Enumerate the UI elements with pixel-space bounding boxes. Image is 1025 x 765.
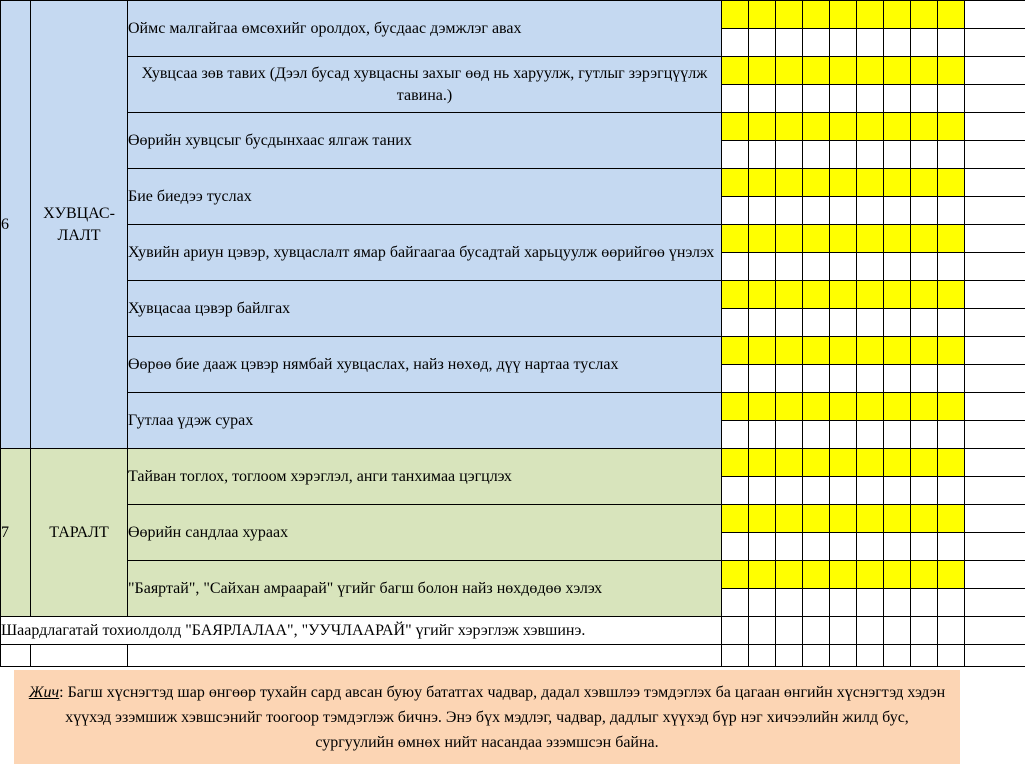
count-cell[interactable] bbox=[803, 421, 830, 449]
count-cell[interactable] bbox=[749, 85, 776, 113]
skill-item: Оймс малгайгаа өмсөхийг оролдох, бусдаас дэмжлэг авах bbox=[128, 1, 722, 57]
count-cell[interactable] bbox=[722, 421, 749, 449]
table-row bbox=[1, 449, 1025, 477]
table-row bbox=[1, 505, 1025, 533]
count-cell[interactable] bbox=[938, 29, 965, 57]
month-mark-cell[interactable] bbox=[830, 561, 857, 589]
skill-item: Хувцасаа цэвэр байлгах bbox=[128, 281, 722, 337]
month-mark-cell[interactable] bbox=[938, 281, 965, 309]
month-mark-cell[interactable] bbox=[776, 281, 803, 309]
table-row bbox=[1, 225, 1025, 253]
month-mark-cell[interactable] bbox=[938, 449, 965, 477]
count-cell[interactable] bbox=[965, 365, 1025, 393]
empty-cell[interactable] bbox=[803, 617, 830, 645]
count-cell[interactable] bbox=[938, 365, 965, 393]
month-mark-cell[interactable] bbox=[938, 1, 965, 29]
month-mark-cell[interactable] bbox=[803, 57, 830, 85]
count-cell[interactable] bbox=[911, 85, 938, 113]
month-mark-cell[interactable] bbox=[938, 113, 965, 141]
count-cell[interactable] bbox=[749, 309, 776, 337]
month-mark-cell[interactable] bbox=[830, 393, 857, 421]
month-mark-cell[interactable] bbox=[803, 449, 830, 477]
month-mark-cell[interactable] bbox=[749, 169, 776, 197]
month-mark-cell[interactable] bbox=[884, 57, 911, 85]
month-mark-cell[interactable] bbox=[911, 561, 938, 589]
count-cell[interactable] bbox=[884, 85, 911, 113]
count-cell[interactable] bbox=[830, 477, 857, 505]
month-mark-cell[interactable] bbox=[830, 281, 857, 309]
month-mark-cell[interactable] bbox=[911, 281, 938, 309]
count-cell[interactable] bbox=[911, 141, 938, 169]
month-mark-cell[interactable] bbox=[803, 113, 830, 141]
month-mark-cell[interactable] bbox=[911, 337, 938, 365]
section-name: ХУВЦАС-ЛАЛТ bbox=[31, 1, 128, 449]
count-cell[interactable] bbox=[749, 253, 776, 281]
table-row bbox=[1, 561, 1025, 589]
month-mark-cell[interactable] bbox=[749, 57, 776, 85]
skill-item: Бие биедээ туслах bbox=[128, 169, 722, 225]
month-mark-cell[interactable] bbox=[830, 169, 857, 197]
count-cell[interactable] bbox=[803, 29, 830, 57]
note-box bbox=[14, 670, 960, 764]
month-mark-cell[interactable] bbox=[911, 57, 938, 85]
month-mark-cell[interactable] bbox=[911, 449, 938, 477]
month-mark-cell[interactable] bbox=[884, 1, 911, 29]
month-mark-cell[interactable] bbox=[803, 281, 830, 309]
month-mark-cell[interactable] bbox=[884, 337, 911, 365]
count-cell[interactable] bbox=[911, 365, 938, 393]
count-cell[interactable] bbox=[749, 197, 776, 225]
count-cell[interactable] bbox=[857, 421, 884, 449]
month-mark-cell[interactable] bbox=[884, 393, 911, 421]
count-cell[interactable] bbox=[776, 533, 803, 561]
count-cell[interactable] bbox=[938, 85, 965, 113]
skill-item: "Баяртай", "Сайхан амраарай" үгийг багш болон найз нөхдөдөө хэлэх bbox=[128, 561, 722, 617]
month-mark-cell[interactable] bbox=[830, 505, 857, 533]
month-mark-cell[interactable] bbox=[722, 113, 749, 141]
count-cell[interactable] bbox=[965, 253, 1025, 281]
empty-cell[interactable] bbox=[722, 617, 749, 645]
month-mark-cell[interactable] bbox=[776, 337, 803, 365]
total-cell[interactable] bbox=[965, 225, 1025, 253]
month-mark-cell[interactable] bbox=[857, 1, 884, 29]
note-text: : Багш хүснэгтэд шар өнгөөр тухайн сард авсан буюу бататгах чадвар, дадал хэвшлээ тэмдэглэх ба цагаан өнгийн хүснэгтэд хэдэн хүүхэд эзэмшиж хэвшсэнийг тоогоор тэмдэглэж бичнэ. Энэ бүх мэдлэг, чадвар, дадлыг хүүхэд бүр нэг хичээлийн жилд бус, сургуулийн өмнөх нийт насандаа эзэмшсэн байна. bbox=[59, 684, 946, 751]
month-mark-cell[interactable] bbox=[803, 169, 830, 197]
count-cell[interactable] bbox=[722, 365, 749, 393]
month-mark-cell[interactable] bbox=[722, 505, 749, 533]
count-cell[interactable] bbox=[776, 589, 803, 617]
skill-item: Өөрөө бие дааж цэвэр нямбай хувцаслах, найз нөхөд, дүү нартаа туслах bbox=[128, 337, 722, 393]
month-mark-cell[interactable] bbox=[938, 393, 965, 421]
month-mark-cell[interactable] bbox=[776, 113, 803, 141]
month-mark-cell[interactable] bbox=[776, 561, 803, 589]
month-mark-cell[interactable] bbox=[803, 505, 830, 533]
count-cell[interactable] bbox=[803, 253, 830, 281]
empty-cell bbox=[830, 645, 857, 667]
count-cell[interactable] bbox=[776, 141, 803, 169]
count-cell[interactable] bbox=[911, 477, 938, 505]
month-mark-cell[interactable] bbox=[911, 169, 938, 197]
count-cell[interactable] bbox=[722, 309, 749, 337]
count-cell[interactable] bbox=[938, 421, 965, 449]
count-cell[interactable] bbox=[965, 477, 1025, 505]
count-cell[interactable] bbox=[776, 29, 803, 57]
count-cell[interactable] bbox=[857, 477, 884, 505]
count-cell[interactable] bbox=[884, 533, 911, 561]
empty-cell bbox=[722, 645, 749, 667]
count-cell[interactable] bbox=[722, 589, 749, 617]
total-cell[interactable] bbox=[965, 449, 1025, 477]
count-cell[interactable] bbox=[884, 589, 911, 617]
count-cell[interactable] bbox=[884, 421, 911, 449]
count-cell[interactable] bbox=[830, 29, 857, 57]
count-cell[interactable] bbox=[776, 421, 803, 449]
count-cell[interactable] bbox=[911, 589, 938, 617]
empty-cell bbox=[911, 645, 938, 667]
month-mark-cell[interactable] bbox=[884, 113, 911, 141]
table-row bbox=[1, 1, 1025, 29]
month-mark-cell[interactable] bbox=[857, 449, 884, 477]
count-cell[interactable] bbox=[911, 309, 938, 337]
month-mark-cell[interactable] bbox=[857, 561, 884, 589]
count-cell[interactable] bbox=[884, 309, 911, 337]
count-cell[interactable] bbox=[857, 533, 884, 561]
count-cell[interactable] bbox=[722, 29, 749, 57]
month-mark-cell[interactable] bbox=[857, 113, 884, 141]
empty-cell[interactable] bbox=[857, 617, 884, 645]
count-cell[interactable] bbox=[884, 141, 911, 169]
count-cell[interactable] bbox=[938, 589, 965, 617]
table-row bbox=[1, 617, 1025, 645]
total-cell[interactable] bbox=[965, 505, 1025, 533]
month-mark-cell[interactable] bbox=[803, 393, 830, 421]
count-cell[interactable] bbox=[749, 589, 776, 617]
count-cell[interactable] bbox=[830, 589, 857, 617]
count-cell[interactable] bbox=[938, 141, 965, 169]
table-row bbox=[1, 281, 1025, 309]
month-mark-cell[interactable] bbox=[911, 1, 938, 29]
count-cell[interactable] bbox=[938, 533, 965, 561]
count-cell[interactable] bbox=[749, 29, 776, 57]
count-cell[interactable] bbox=[857, 365, 884, 393]
count-cell[interactable] bbox=[722, 533, 749, 561]
count-cell[interactable] bbox=[803, 589, 830, 617]
month-mark-cell[interactable] bbox=[884, 505, 911, 533]
count-cell[interactable] bbox=[965, 141, 1025, 169]
month-mark-cell[interactable] bbox=[776, 225, 803, 253]
count-cell[interactable] bbox=[830, 141, 857, 169]
count-cell[interactable] bbox=[830, 365, 857, 393]
month-mark-cell[interactable] bbox=[884, 561, 911, 589]
table-row bbox=[1, 337, 1025, 365]
month-mark-cell[interactable] bbox=[857, 505, 884, 533]
count-cell[interactable] bbox=[857, 85, 884, 113]
total-cell[interactable] bbox=[965, 281, 1025, 309]
month-mark-cell[interactable] bbox=[776, 1, 803, 29]
count-cell[interactable] bbox=[884, 477, 911, 505]
skill-item: Өөрийн хувцсыг бусдынхаас ялгаж таних bbox=[128, 113, 722, 169]
month-mark-cell[interactable] bbox=[749, 281, 776, 309]
month-mark-cell[interactable] bbox=[830, 1, 857, 29]
count-cell[interactable] bbox=[857, 197, 884, 225]
month-mark-cell[interactable] bbox=[776, 505, 803, 533]
month-mark-cell[interactable] bbox=[722, 561, 749, 589]
total-cell[interactable] bbox=[965, 561, 1025, 589]
empty-cell[interactable] bbox=[938, 617, 965, 645]
total-cell[interactable] bbox=[965, 393, 1025, 421]
section-name: ТАРАЛТ bbox=[31, 449, 128, 617]
month-mark-cell[interactable] bbox=[749, 561, 776, 589]
month-mark-cell[interactable] bbox=[722, 225, 749, 253]
count-cell[interactable] bbox=[749, 141, 776, 169]
month-mark-cell[interactable] bbox=[938, 57, 965, 85]
count-cell[interactable] bbox=[965, 29, 1025, 57]
skill-item: Хувцсаа зөв тавих (Дээл бусад хувцасны захыг өөд нь харуулж, гутлыг зэрэгцүүлж тавина.) bbox=[128, 57, 722, 113]
empty-cell bbox=[776, 645, 803, 667]
count-cell[interactable] bbox=[938, 253, 965, 281]
month-mark-cell[interactable] bbox=[857, 169, 884, 197]
count-cell[interactable] bbox=[830, 533, 857, 561]
count-cell[interactable] bbox=[965, 85, 1025, 113]
total-cell[interactable] bbox=[965, 113, 1025, 141]
month-mark-cell[interactable] bbox=[803, 1, 830, 29]
month-mark-cell[interactable] bbox=[830, 57, 857, 85]
footer-text: Шаардлагатай тохиолдолд "БАЯРЛАЛАА", "УУЧЛААРАЙ" үгийг хэрэглэж хэвшинэ. bbox=[1, 617, 722, 645]
count-cell[interactable] bbox=[830, 85, 857, 113]
count-cell[interactable] bbox=[911, 421, 938, 449]
month-mark-cell[interactable] bbox=[722, 57, 749, 85]
count-cell[interactable] bbox=[776, 309, 803, 337]
count-cell[interactable] bbox=[938, 477, 965, 505]
count-cell[interactable] bbox=[857, 309, 884, 337]
month-mark-cell[interactable] bbox=[884, 281, 911, 309]
count-cell[interactable] bbox=[911, 197, 938, 225]
count-cell[interactable] bbox=[722, 477, 749, 505]
table-row bbox=[1, 393, 1025, 421]
empty-cell[interactable] bbox=[911, 617, 938, 645]
count-cell[interactable] bbox=[911, 29, 938, 57]
count-cell[interactable] bbox=[857, 253, 884, 281]
month-mark-cell[interactable] bbox=[857, 57, 884, 85]
empty-cell[interactable] bbox=[884, 617, 911, 645]
month-mark-cell[interactable] bbox=[938, 337, 965, 365]
month-mark-cell[interactable] bbox=[803, 561, 830, 589]
count-cell[interactable] bbox=[776, 253, 803, 281]
month-mark-cell[interactable] bbox=[722, 1, 749, 29]
month-mark-cell[interactable] bbox=[857, 225, 884, 253]
count-cell[interactable] bbox=[857, 141, 884, 169]
count-cell[interactable] bbox=[884, 197, 911, 225]
total-cell[interactable] bbox=[965, 337, 1025, 365]
month-mark-cell[interactable] bbox=[803, 225, 830, 253]
month-mark-cell[interactable] bbox=[776, 169, 803, 197]
month-mark-cell[interactable] bbox=[911, 225, 938, 253]
count-cell[interactable] bbox=[776, 197, 803, 225]
count-cell[interactable] bbox=[722, 85, 749, 113]
section-number: 6 bbox=[1, 1, 31, 449]
month-mark-cell[interactable] bbox=[911, 393, 938, 421]
count-cell[interactable] bbox=[722, 197, 749, 225]
count-cell[interactable] bbox=[803, 141, 830, 169]
month-mark-cell[interactable] bbox=[857, 281, 884, 309]
empty-cell bbox=[803, 645, 830, 667]
empty-cell bbox=[1, 645, 31, 667]
empty-cell[interactable] bbox=[830, 617, 857, 645]
empty-cell[interactable] bbox=[776, 617, 803, 645]
month-mark-cell[interactable] bbox=[749, 449, 776, 477]
count-cell[interactable] bbox=[803, 365, 830, 393]
month-mark-cell[interactable] bbox=[884, 225, 911, 253]
month-mark-cell[interactable] bbox=[749, 113, 776, 141]
count-cell[interactable] bbox=[857, 29, 884, 57]
month-mark-cell[interactable] bbox=[938, 505, 965, 533]
count-cell[interactable] bbox=[884, 253, 911, 281]
table-row bbox=[1, 57, 1025, 85]
count-cell[interactable] bbox=[749, 421, 776, 449]
month-mark-cell[interactable] bbox=[776, 57, 803, 85]
table-row bbox=[1, 645, 1025, 667]
empty-cell[interactable] bbox=[749, 617, 776, 645]
count-cell[interactable] bbox=[884, 29, 911, 57]
count-cell[interactable] bbox=[965, 197, 1025, 225]
count-cell[interactable] bbox=[749, 477, 776, 505]
count-cell[interactable] bbox=[776, 477, 803, 505]
month-mark-cell[interactable] bbox=[857, 393, 884, 421]
month-mark-cell[interactable] bbox=[830, 449, 857, 477]
month-mark-cell[interactable] bbox=[722, 449, 749, 477]
empty-cell[interactable] bbox=[965, 617, 1025, 645]
count-cell[interactable] bbox=[884, 365, 911, 393]
empty-cell bbox=[128, 645, 722, 667]
month-mark-cell[interactable] bbox=[722, 393, 749, 421]
count-cell[interactable] bbox=[722, 141, 749, 169]
count-cell[interactable] bbox=[965, 533, 1025, 561]
month-mark-cell[interactable] bbox=[722, 169, 749, 197]
count-cell[interactable] bbox=[749, 533, 776, 561]
count-cell[interactable] bbox=[722, 253, 749, 281]
month-mark-cell[interactable] bbox=[911, 505, 938, 533]
count-cell[interactable] bbox=[857, 589, 884, 617]
count-cell[interactable] bbox=[830, 197, 857, 225]
month-mark-cell[interactable] bbox=[749, 1, 776, 29]
count-cell[interactable] bbox=[911, 533, 938, 561]
count-cell[interactable] bbox=[749, 365, 776, 393]
table-row bbox=[1, 113, 1025, 141]
count-cell[interactable] bbox=[830, 421, 857, 449]
count-cell[interactable] bbox=[965, 421, 1025, 449]
count-cell[interactable] bbox=[911, 253, 938, 281]
month-mark-cell[interactable] bbox=[938, 169, 965, 197]
count-cell[interactable] bbox=[938, 309, 965, 337]
month-mark-cell[interactable] bbox=[938, 225, 965, 253]
empty-cell bbox=[857, 645, 884, 667]
count-cell[interactable] bbox=[965, 309, 1025, 337]
month-mark-cell[interactable] bbox=[722, 337, 749, 365]
month-mark-cell[interactable] bbox=[884, 449, 911, 477]
month-mark-cell[interactable] bbox=[830, 337, 857, 365]
month-mark-cell[interactable] bbox=[749, 225, 776, 253]
empty-cell bbox=[884, 645, 911, 667]
section-number: 7 bbox=[1, 449, 31, 617]
month-mark-cell[interactable] bbox=[749, 337, 776, 365]
month-mark-cell[interactable] bbox=[803, 337, 830, 365]
skill-item: Гутлаа үдэж сурах bbox=[128, 393, 722, 449]
count-cell[interactable] bbox=[776, 365, 803, 393]
count-cell[interactable] bbox=[803, 309, 830, 337]
count-cell[interactable] bbox=[965, 589, 1025, 617]
empty-cell bbox=[31, 645, 128, 667]
month-mark-cell[interactable] bbox=[830, 113, 857, 141]
count-cell[interactable] bbox=[803, 197, 830, 225]
month-mark-cell[interactable] bbox=[830, 225, 857, 253]
table-row bbox=[1, 169, 1025, 197]
note-label: Жич bbox=[28, 684, 60, 701]
month-mark-cell[interactable] bbox=[884, 169, 911, 197]
empty-cell bbox=[749, 645, 776, 667]
month-mark-cell[interactable] bbox=[776, 449, 803, 477]
skill-item: Хувийн ариун цэвэр, хувцаслалт ямар байгаагаа бусадтай харьцуулж өөрийгөө үнэлэх bbox=[128, 225, 722, 281]
count-cell[interactable] bbox=[830, 253, 857, 281]
month-mark-cell[interactable] bbox=[776, 393, 803, 421]
total-cell[interactable] bbox=[965, 1, 1025, 29]
count-cell[interactable] bbox=[830, 309, 857, 337]
month-mark-cell[interactable] bbox=[749, 505, 776, 533]
skill-item: Өөрийн сандлаа хураах bbox=[128, 505, 722, 561]
count-cell[interactable] bbox=[803, 477, 830, 505]
count-cell[interactable] bbox=[776, 85, 803, 113]
empty-cell bbox=[965, 645, 1025, 667]
count-cell[interactable] bbox=[803, 85, 830, 113]
empty-cell bbox=[938, 645, 965, 667]
month-mark-cell[interactable] bbox=[722, 281, 749, 309]
total-cell[interactable] bbox=[965, 57, 1025, 85]
count-cell[interactable] bbox=[803, 533, 830, 561]
count-cell[interactable] bbox=[938, 197, 965, 225]
month-mark-cell[interactable] bbox=[938, 561, 965, 589]
total-cell[interactable] bbox=[965, 169, 1025, 197]
skill-item: Тайван тоглох, тоглоом хэрэглэл, анги танхимаа цэгцлэх bbox=[128, 449, 722, 505]
month-mark-cell[interactable] bbox=[857, 337, 884, 365]
month-mark-cell[interactable] bbox=[911, 113, 938, 141]
month-mark-cell[interactable] bbox=[749, 393, 776, 421]
